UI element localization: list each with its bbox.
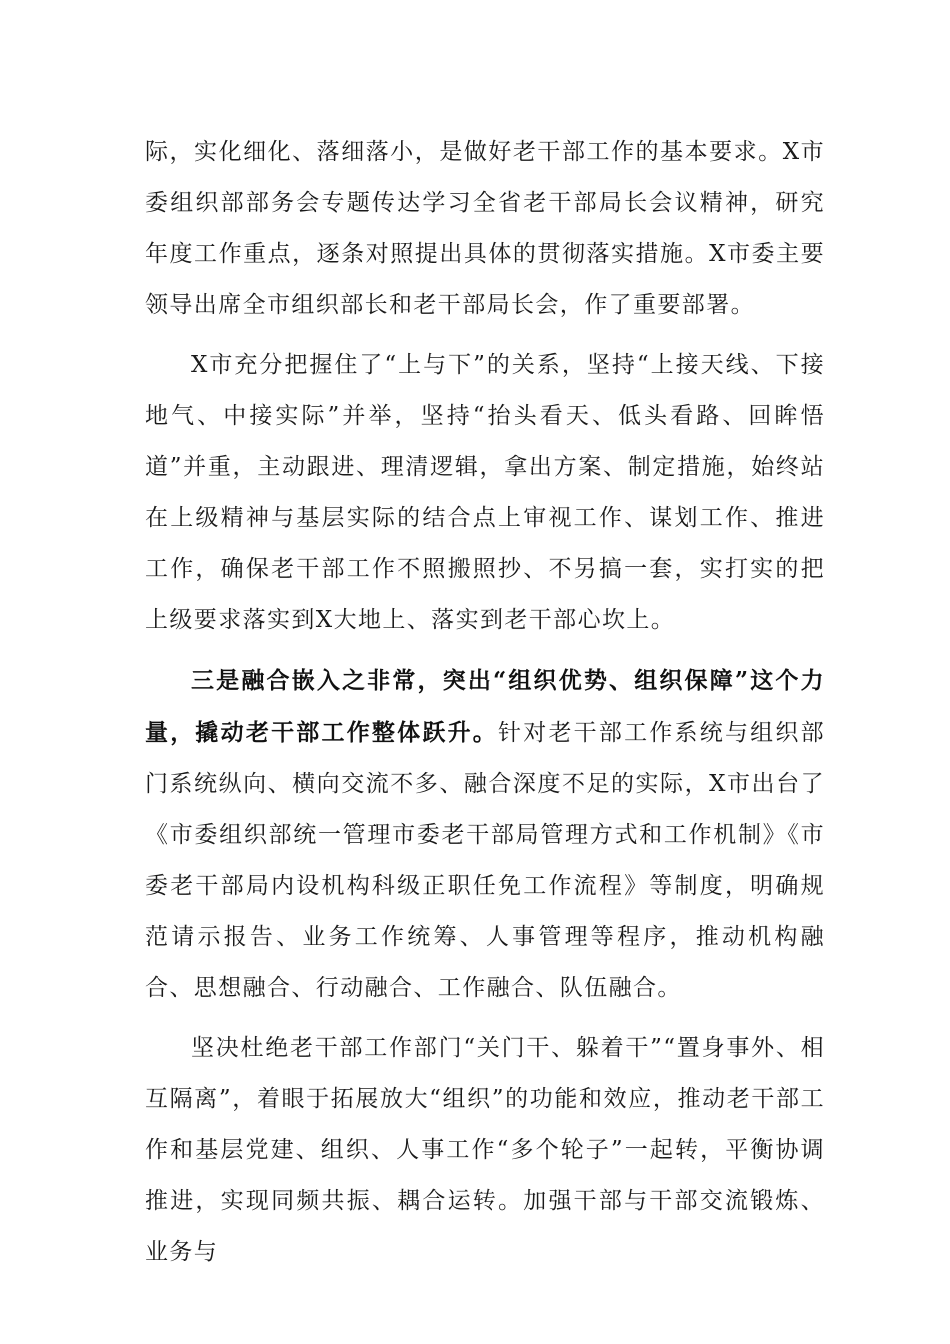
paragraph-resolute <box>145 1023 825 1278</box>
paragraph-text: 针对老干部工作系统与组织部门系统纵向、横向交流不多、融合深度不足的实际，X市出台了《市委组织部统一管理市委老干部局管理方式和工作机制》《市委老干部局内设机构科级正职任免工作流程》等制度，明确规范请示报告、业务工作统筹、人事管理等程序，推动机构融合、思想融合、行动融合、工作融合、队伍融合。 <box>145 720 825 1001</box>
document-body <box>145 127 825 1287</box>
paragraph-heading-bold: 三是融合嵌入之非常，突出“组织优势、组织保障”这个力量，撬动老干部工作整体跃升。 <box>145 667 825 746</box>
paragraph-text: X市充分把握住了“上与下”的关系，坚持“上接天线、下接地气、中接实际”并举，坚持“抬头看天、低头看路、回眸悟道”并重，主动跟进、理清逻辑，拿出方案、制定措施，始终站在上级精神与基层实际的结合点上审视工作、谋划工作、推进工作，确保老干部工作不照搬照抄、不另搞一套，实打实的把上级要求落实到X大地上、落实到老干部心坎上。 <box>145 352 825 633</box>
paragraph-text: 坚决杜绝老干部工作部门“关门干、躲着干”“置身事外、相互隔离”，着眼于拓展放大“组织”的功能和效应，推动老干部工作和基层党建、组织、人事工作“多个轮子”一起转，平衡协调推进，实现同频共振、耦合运转。加强干部与干部交流锻炼、业务与 <box>145 1035 825 1265</box>
paragraph-text: 际，实化细化、落细落小，是做好老干部工作的基本要求。X市委组织部部务会专题传达学习全省老干部局长会议精神，研究年度工作重点，逐条对照提出具体的贯彻落实措施。X市委主要领导出席全市组织部长和老干部局长会，作了重要部署。 <box>145 139 825 318</box>
paragraph-integration <box>145 655 825 1014</box>
paragraph-up-down-relationship <box>145 340 825 646</box>
paragraph-continuation <box>145 127 825 331</box>
